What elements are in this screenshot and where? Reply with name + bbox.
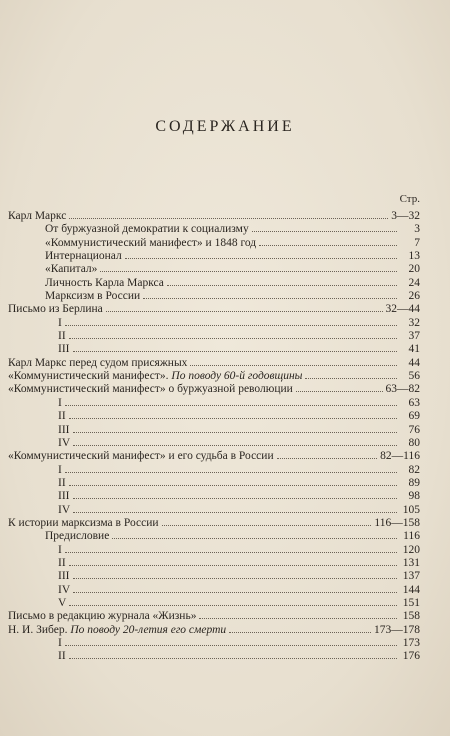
toc-entry xyxy=(8,262,420,275)
toc-entry xyxy=(8,396,420,409)
toc-entry-title xyxy=(58,584,70,597)
toc-entry xyxy=(8,222,420,235)
dot-leader xyxy=(69,409,397,419)
toc-entry-subtitle: По поводу 20-летия его смерти xyxy=(70,623,227,636)
toc-entry-page: 3—32 xyxy=(391,210,420,222)
dot-leader xyxy=(65,316,397,326)
toc-entry xyxy=(8,529,420,542)
toc-entry-text: I xyxy=(58,463,62,476)
toc-entry-text: «Коммунистический манифест» и его судьба в России xyxy=(8,450,274,463)
toc-entry xyxy=(8,276,420,289)
toc-entry-page: 56 xyxy=(408,370,420,383)
dot-leader xyxy=(65,463,397,473)
dot-leader xyxy=(73,342,398,352)
dot-leader xyxy=(167,276,397,286)
toc-entry-page: 89 xyxy=(408,476,420,489)
dot-leader xyxy=(305,369,397,379)
toc-entry-text: К истории марксизма в России xyxy=(8,516,159,529)
dot-leader xyxy=(73,569,398,579)
toc-entry-title xyxy=(58,597,66,610)
toc-entry xyxy=(8,302,420,315)
toc-entry-text: «Коммунистический манифест». xyxy=(8,370,172,383)
toc-entry-text: II xyxy=(58,650,66,663)
toc-entry-page: 120 xyxy=(402,543,420,556)
toc-entry xyxy=(8,423,420,436)
toc-entry-page: 69 xyxy=(408,410,420,423)
toc-entry-page: 20 xyxy=(408,263,420,276)
toc-entry-title xyxy=(8,517,159,530)
dot-leader xyxy=(296,382,383,392)
toc-entry xyxy=(8,436,420,449)
toc-entry xyxy=(8,583,420,596)
toc-entry-page: 7 xyxy=(414,236,420,249)
toc-entry xyxy=(8,249,420,262)
toc-entry xyxy=(8,449,420,462)
toc-entry-text: Личность Карла Маркса xyxy=(45,276,164,289)
dot-leader xyxy=(73,436,397,446)
dot-leader xyxy=(69,209,388,219)
toc-entry-page: 63—82 xyxy=(385,383,420,396)
toc-entry xyxy=(8,516,420,529)
toc-entry-text: От буржуазной демократии к социализму xyxy=(45,223,249,236)
toc-entry xyxy=(8,489,420,502)
toc-entry-text: II xyxy=(58,410,66,423)
toc-entry-subtitle: По поводу 60-й годовщины xyxy=(171,370,303,383)
toc-entry-title xyxy=(58,317,62,330)
toc-entry-page: 105 xyxy=(402,503,420,516)
toc-entry xyxy=(8,636,420,649)
dot-leader xyxy=(73,489,398,499)
toc-entry-page: 158 xyxy=(402,610,420,623)
toc-entry-text: II xyxy=(58,330,66,343)
toc-entry-title xyxy=(58,650,66,663)
toc-entry-page: 176 xyxy=(402,650,420,663)
toc-entry-title xyxy=(8,370,302,383)
toc-entry xyxy=(8,356,420,369)
toc-entry-title xyxy=(8,357,187,370)
dot-leader xyxy=(229,623,371,633)
dot-leader xyxy=(100,262,397,272)
toc-entry-title xyxy=(58,330,66,343)
toc-entry-page: 131 xyxy=(402,556,420,569)
toc-entry-text: III xyxy=(58,343,70,356)
toc-entry xyxy=(8,463,420,476)
toc-entry-page: 41 xyxy=(408,343,420,356)
toc-entry-page: 63 xyxy=(408,396,420,409)
toc-entry-title xyxy=(58,504,70,517)
toc-entry-text: Письмо из Берлина xyxy=(8,303,103,316)
dot-leader xyxy=(259,236,397,246)
dot-leader xyxy=(69,596,397,606)
toc-entry-text: «Коммунистический манифест» о буржуазной революции xyxy=(8,383,293,396)
toc-entry-text: Карл Маркс перед судом присяжных xyxy=(8,356,188,369)
toc-entry-title xyxy=(58,437,70,450)
toc-entry-title xyxy=(45,237,256,250)
toc-entry-text: III xyxy=(58,490,70,503)
toc-entry-page: 116—158 xyxy=(374,516,420,529)
toc-entry xyxy=(8,342,420,355)
toc-entry xyxy=(8,649,420,662)
toc-entry-page: 173 xyxy=(402,637,420,649)
toc-entry-title xyxy=(8,383,293,396)
toc-entry-title xyxy=(8,610,196,623)
toc-entry xyxy=(8,289,420,302)
toc-entry xyxy=(8,369,420,382)
toc-entry-page: 32—44 xyxy=(385,303,420,316)
toc-entry xyxy=(8,382,420,395)
dot-leader xyxy=(106,302,383,312)
toc-entry-text: IV xyxy=(58,503,71,516)
toc-entry-page: 32 xyxy=(408,316,420,329)
toc-entry-text: I xyxy=(58,396,62,409)
toc-entry xyxy=(8,476,420,489)
toc-entry-page: 80 xyxy=(408,436,420,449)
toc-entry xyxy=(8,609,420,622)
toc-entry-page: 151 xyxy=(402,596,420,609)
toc-entry-page: 82 xyxy=(408,463,420,476)
toc-entry xyxy=(8,556,420,569)
dot-leader xyxy=(73,423,398,433)
dot-leader xyxy=(199,609,397,619)
toc-entry-page: 44 xyxy=(408,356,420,369)
toc-entry-text: IV xyxy=(58,583,71,596)
toc-entry-title xyxy=(8,210,66,223)
toc-entry-title xyxy=(58,397,62,410)
toc-entry-text: III xyxy=(58,423,70,436)
dot-leader xyxy=(65,543,397,553)
toc-entry-page: 3 xyxy=(414,223,420,236)
toc-entry xyxy=(8,329,420,342)
toc-entry xyxy=(8,543,420,556)
dot-leader xyxy=(65,636,397,646)
toc-entry-title xyxy=(8,303,103,316)
toc-entry-text: Н. И. Зибер. xyxy=(8,623,71,636)
toc-entry-title xyxy=(45,263,97,276)
toc-entry-text: Карл Маркс xyxy=(8,210,67,222)
toc-entry-title xyxy=(58,343,70,356)
toc-entry-page: 76 xyxy=(408,423,420,436)
toc-entry-title xyxy=(58,544,62,557)
dot-leader xyxy=(143,289,397,299)
dot-leader xyxy=(162,516,372,526)
pages-column-header: Стр. xyxy=(399,193,420,205)
toc-entry-text: II xyxy=(58,476,66,489)
toc-entry-page: 98 xyxy=(408,490,420,503)
toc-entry-page: 82—116 xyxy=(380,450,420,463)
toc-entry-text: Марксизм в России xyxy=(45,290,141,303)
toc-entry-page: 13 xyxy=(408,250,420,263)
page-title: СОДЕРЖАНИЕ xyxy=(155,118,295,135)
toc-entry-text: I xyxy=(58,543,62,556)
toc-entry-title xyxy=(45,250,122,263)
toc-entry-text: Предисловие xyxy=(45,530,110,543)
toc-entry xyxy=(8,623,420,636)
toc-entry-page: 26 xyxy=(408,290,420,303)
dot-leader xyxy=(69,649,397,659)
dot-leader xyxy=(65,396,397,406)
dot-leader xyxy=(69,476,397,486)
dot-leader xyxy=(125,249,397,259)
toc-entry-text: Интернационал xyxy=(45,250,122,263)
toc-entry xyxy=(8,503,420,516)
toc-entry-text: «Коммунистический манифест» и 1848 год xyxy=(45,236,257,249)
toc-entry-title xyxy=(58,490,70,503)
toc-entry-page: 144 xyxy=(402,583,420,596)
toc-entry-title xyxy=(58,410,66,423)
toc-entry xyxy=(8,569,420,582)
toc-entry-page: 137 xyxy=(402,570,420,583)
toc-entry-title xyxy=(45,277,164,290)
toc-entry-page: 37 xyxy=(408,330,420,343)
toc-entry-text: «Капитал» xyxy=(45,263,98,276)
toc-entry-text: V xyxy=(58,596,67,609)
toc-entry xyxy=(8,236,420,249)
dot-leader xyxy=(190,356,397,366)
toc-entry-text: I xyxy=(58,637,62,649)
dot-leader xyxy=(73,583,397,593)
toc-entry-title xyxy=(45,223,249,236)
toc-entry-page: 116 xyxy=(403,530,420,543)
dot-leader xyxy=(69,556,397,566)
table-of-contents xyxy=(8,209,420,663)
dot-leader xyxy=(73,503,397,513)
toc-entry-title xyxy=(58,570,70,583)
toc-entry-title xyxy=(58,424,70,437)
toc-entry-text: IV xyxy=(58,436,71,449)
dot-leader xyxy=(277,449,378,459)
toc-entry-title xyxy=(58,464,62,477)
toc-entry-title xyxy=(58,477,66,490)
toc-entry xyxy=(8,316,420,329)
toc-entry-text: Письмо в редакцию журнала «Жизнь» xyxy=(8,610,197,623)
toc-entry-text: II xyxy=(58,556,66,569)
toc-entry-title xyxy=(8,450,274,463)
dot-leader xyxy=(69,329,397,339)
toc-entry-text: III xyxy=(58,570,70,583)
toc-entry xyxy=(8,596,420,609)
toc-entry-title xyxy=(8,624,226,637)
toc-entry-page: 173—178 xyxy=(374,623,420,636)
dot-leader xyxy=(252,222,397,232)
toc-entry xyxy=(8,409,420,422)
toc-entry-title xyxy=(58,637,62,650)
toc-entry-title xyxy=(45,530,109,543)
toc-entry-title xyxy=(58,557,66,570)
toc-entry xyxy=(8,209,420,222)
toc-entry-title xyxy=(45,290,140,303)
dot-leader xyxy=(112,529,397,539)
toc-entry-page: 24 xyxy=(408,276,420,289)
toc-entry-text: I xyxy=(58,316,62,329)
